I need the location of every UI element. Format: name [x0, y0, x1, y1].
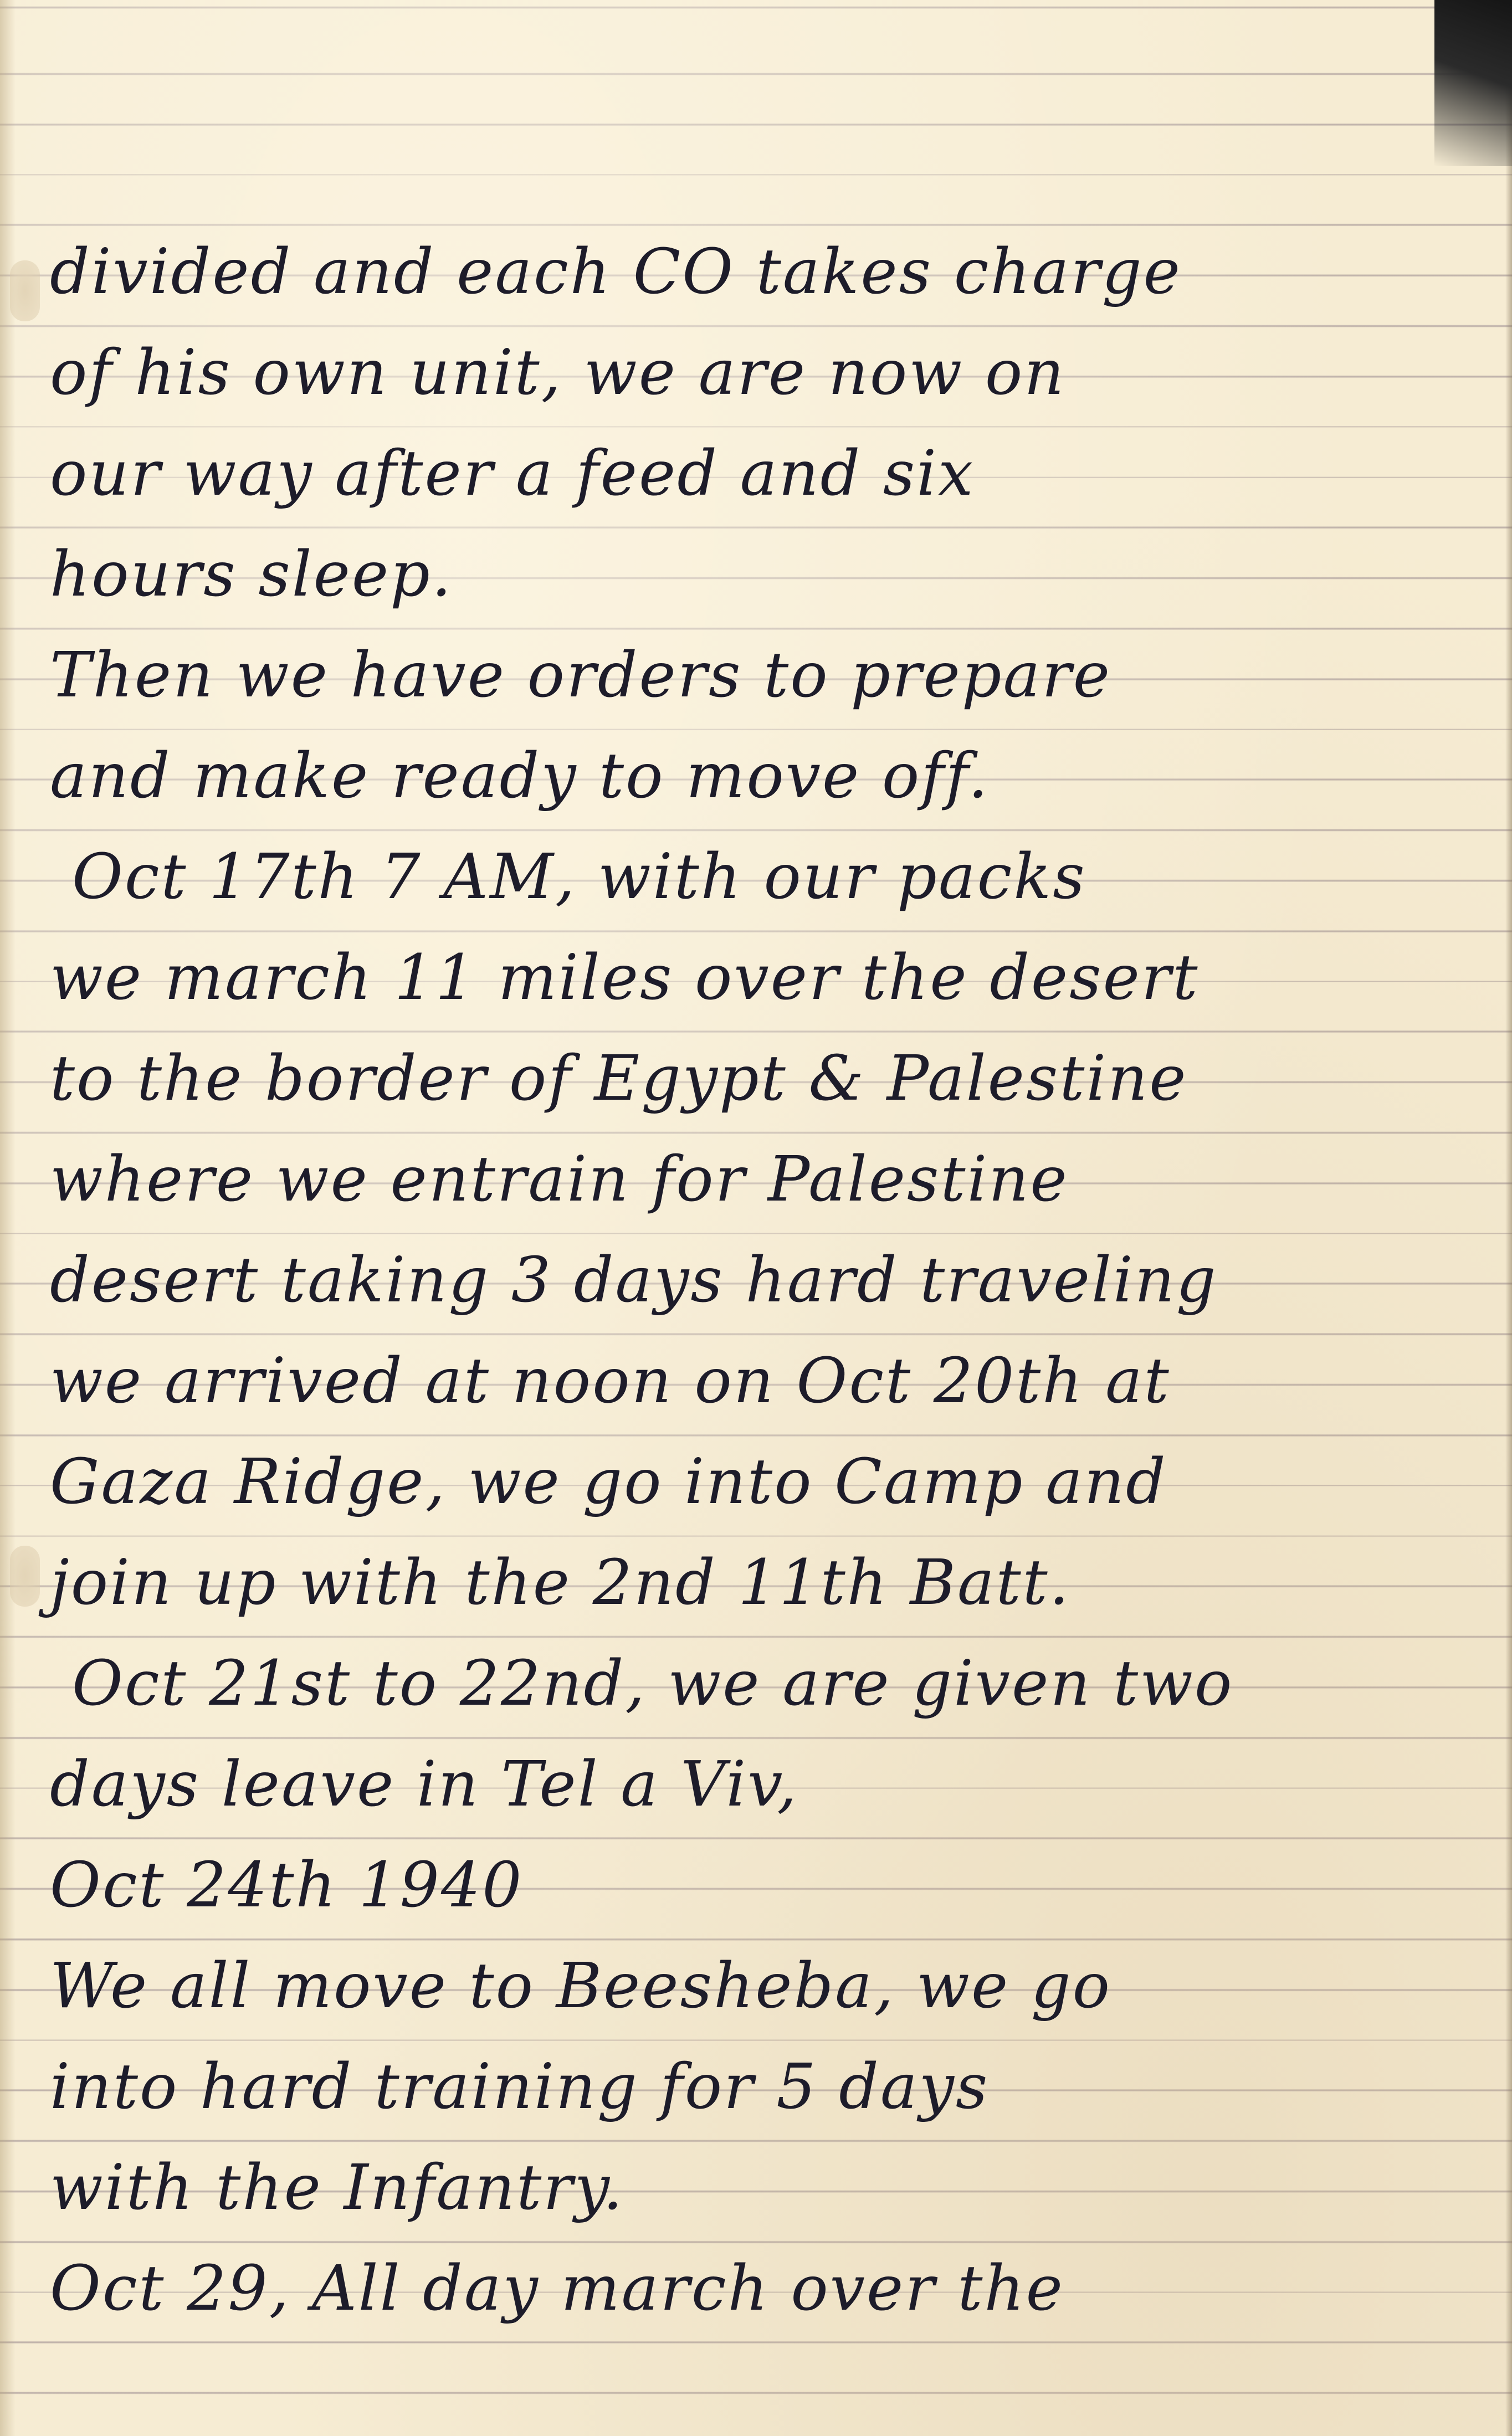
text-line: Oct 29, All day march over the — [50, 2253, 1064, 2325]
text-line: we arrived at noon on Oct 20th at — [50, 1345, 1171, 1417]
text-line: into hard training for 5 days — [50, 2051, 990, 2123]
text-line: Then we have orders to prepare — [50, 639, 1112, 711]
text-line: Oct 24th 1940 — [50, 1849, 524, 1921]
text-line: join up with the 2nd 11th Batt. — [50, 1547, 1071, 1619]
page-binding-edge — [0, 0, 16, 2436]
binding-hole — [10, 260, 40, 321]
text-line: Oct 17th 7 AM, with our packs — [72, 841, 1086, 913]
text-line: Gaza Ridge, we go into Camp and — [50, 1446, 1167, 1518]
text-line: and make ready to move off. — [50, 740, 990, 812]
text-line: days leave in Tel a Viv, — [50, 1748, 798, 1820]
text-line: divided and each CO takes charge — [50, 236, 1182, 308]
text-line: we march 11 miles over the desert — [50, 942, 1200, 1014]
handwritten-text-block — [50, 222, 1468, 2339]
text-line: with the Infantry. — [50, 2152, 624, 2224]
page-right-edge — [1505, 0, 1512, 2436]
text-line: desert taking 3 days hard traveling — [50, 1244, 1218, 1316]
binding-hole — [10, 1546, 40, 1607]
text-line: We all move to Beesheba, we go — [50, 1950, 1112, 2022]
text-line: to the border of Egypt & Palestine — [50, 1043, 1188, 1115]
text-line: our way after a feed and six — [50, 438, 975, 510]
text-line: where we entrain for Palestine — [50, 1143, 1069, 1216]
text-line: of his own unit, we are now on — [50, 337, 1066, 409]
notebook-cover-corner — [1434, 0, 1512, 166]
text-line: hours sleep. — [50, 539, 453, 611]
text-line: Oct 21st to 22nd, we are given two — [72, 1648, 1234, 1720]
